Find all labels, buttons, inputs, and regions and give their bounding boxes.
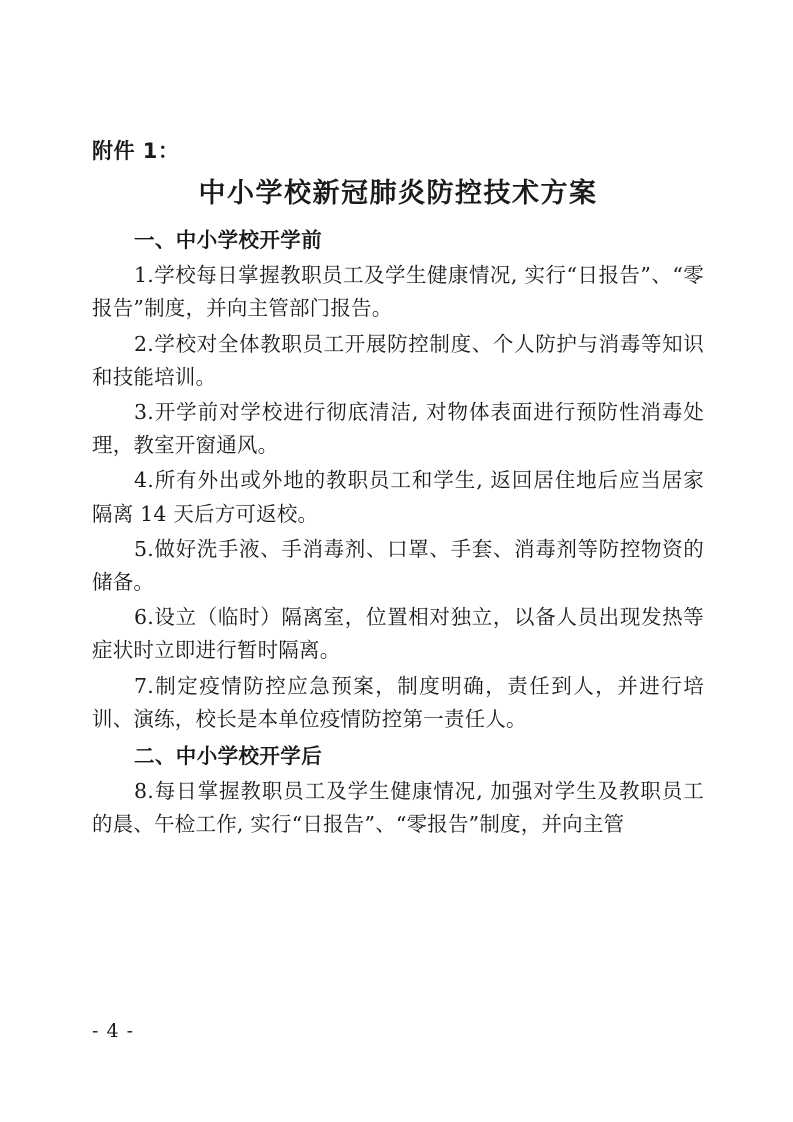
- attachment-label: 附件 1：: [92, 139, 180, 163]
- paragraph: 6.设立（临时）隔离室，位置相对独立，以备人员出现发热等症状时立即进行暂时隔离。: [92, 605, 704, 663]
- paragraph: 8.每日掌握教职员工及学生健康情况, 加强对学生及教职员工的晨、午检工作, 实行“日报告”、“零报告”制度，并向主管: [92, 779, 704, 837]
- document-body: [92, 136, 704, 844]
- paragraph: 7.制定疫情防控应急预案，制度明确，责任到人，并进行培训、演练，校长是本单位疫情防控第一责任人。: [92, 673, 704, 731]
- paragraph: 2.学校对全体教职员工开展防控制度、个人防护与消毒等知识和技能培训。: [92, 331, 704, 389]
- section-heading-2: 二、中小学校开学后: [134, 744, 323, 769]
- page-number: - 4 -: [92, 1020, 135, 1042]
- paragraph: 5.做好洗手液、手消毒剂、口罩、手套、消毒剂等防控物资的储备。: [92, 536, 704, 595]
- paragraph: 1.学校每日掌握教职员工及学生健康情况, 实行“日报告”、“零报告”制度，并向主管部门报告。: [92, 263, 704, 321]
- page-title: 中小学校新冠肺炎防控技术方案: [198, 177, 598, 209]
- paragraph: 4.所有外出或外地的教职员工和学生, 返回居住地后应当居家隔离 14 天后方可返校。: [92, 468, 704, 526]
- section-heading-1: 一、中小学校开学前: [134, 228, 323, 252]
- paragraph: 3.开学前对学校进行彻底清洁, 对物体表面进行预防性消毒处理，教室开窗通风。: [92, 400, 704, 458]
